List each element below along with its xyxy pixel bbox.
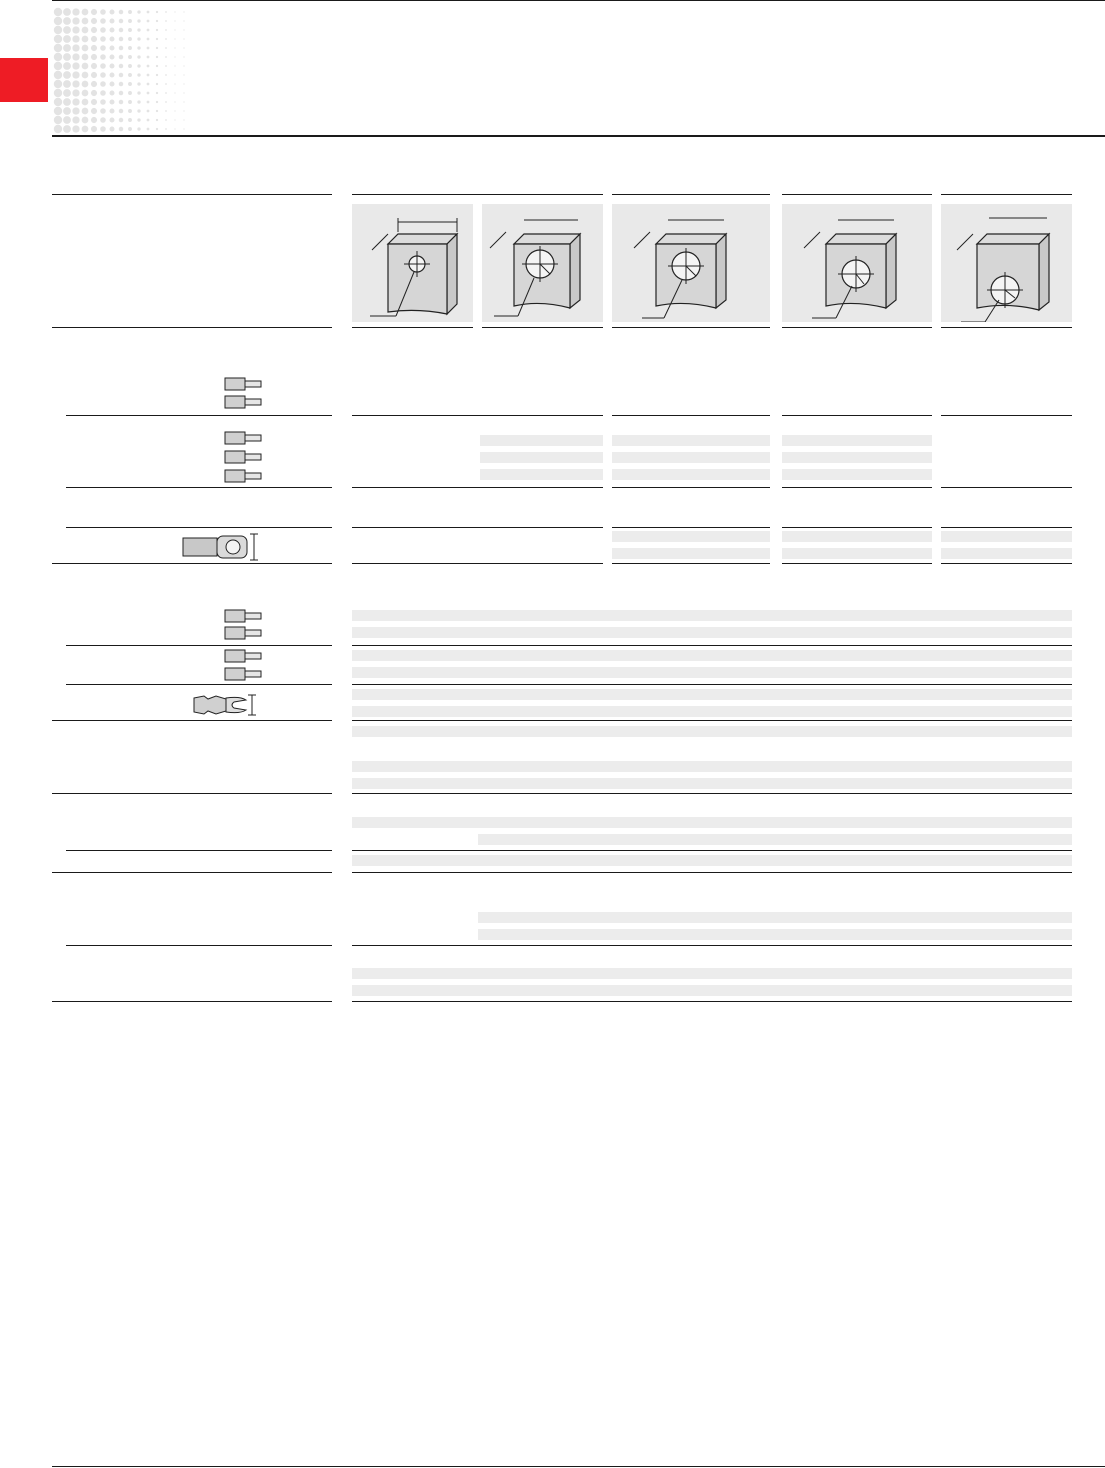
terminal-diagram-4 (782, 204, 932, 322)
table-row (480, 452, 603, 463)
ferrule-pin-icon (224, 430, 262, 446)
table-row (782, 469, 932, 480)
table-row (612, 435, 770, 446)
header-bottom-rule (52, 135, 1105, 137)
table-row (352, 985, 1072, 996)
table-row (782, 435, 932, 446)
table-row (352, 778, 1072, 789)
fork-cable-lug-icon (192, 692, 262, 718)
terminal-opening-diagram-icon (612, 204, 770, 322)
table-row (352, 855, 1072, 866)
ferrule-pin-icon (224, 394, 262, 410)
table-row (612, 548, 770, 559)
ferrule-pin-icon (224, 648, 262, 664)
table-row (782, 548, 932, 559)
terminal-diagram-3 (612, 204, 770, 322)
ferrule-pin-icon (224, 625, 262, 641)
terminal-opening-diagram-icon (352, 204, 473, 322)
table-row (352, 761, 1072, 772)
table-row (612, 452, 770, 463)
ferrule-pin-icon (224, 608, 262, 624)
ring-cable-lug-icon (180, 532, 270, 562)
table-row (782, 452, 932, 463)
table-row (612, 469, 770, 480)
table-row (352, 726, 1072, 737)
footer-rule (52, 1466, 1105, 1467)
table-row (782, 531, 932, 542)
table-row (480, 469, 603, 480)
ferrule-pin-icon (224, 666, 262, 682)
ferrule-pin-icon (224, 376, 262, 392)
section-marker-tab (0, 58, 48, 102)
dot-pattern-logo (52, 6, 192, 134)
table-row (352, 689, 1072, 700)
table-row (352, 627, 1072, 638)
ferrule-pin-icon (224, 468, 262, 484)
table-row (941, 531, 1072, 542)
table-row (352, 706, 1072, 717)
table-row (941, 548, 1072, 559)
terminal-opening-diagram-icon (941, 204, 1072, 322)
table-row (480, 435, 603, 446)
table-row (612, 531, 770, 542)
table-row (352, 968, 1072, 979)
ferrule-pin-icon (224, 449, 262, 465)
terminal-diagram-1 (352, 204, 473, 322)
terminal-opening-diagram-icon (782, 204, 932, 322)
table-row (352, 817, 1072, 828)
terminal-diagram-2 (482, 204, 603, 322)
table-row (478, 912, 1072, 923)
table-row (352, 667, 1072, 678)
table-row (352, 610, 1072, 621)
table-row (478, 834, 1072, 845)
table-row (352, 650, 1072, 661)
terminal-opening-diagram-icon (482, 204, 603, 322)
header-top-rule (52, 0, 1105, 1)
table-row (478, 929, 1072, 940)
terminal-diagram-5 (941, 204, 1072, 322)
